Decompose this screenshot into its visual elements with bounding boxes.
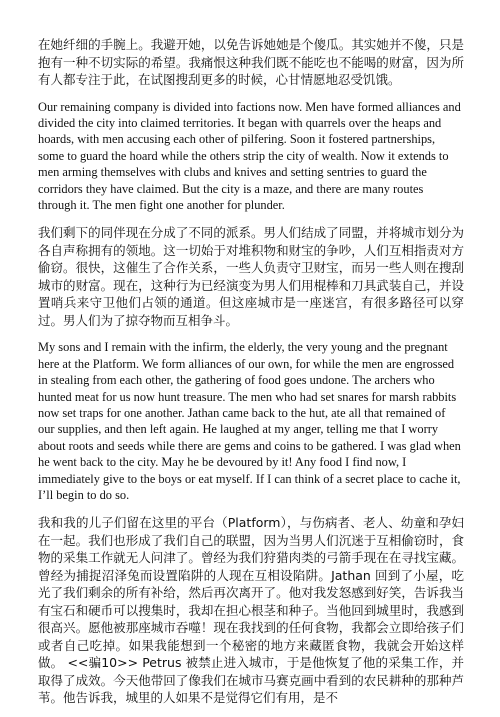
paragraph-zh-2: 我们剩下的同伴现在分成了不同的派系。男人们结成了同盟，并将城市划分为各自声称拥有的领地。这一切始于对堆积物和财宝的争吵，人们互相指责对方偷窃。很快，这催生了合作关系，一些人负责守卫财宝，而另一些人则在搜刮城市的财富。现在，这种行为已经演变为男人们用棍棒和刀具武装自己，并设置哨兵来守卫他们占领的通道。但这座城市是一座迷宫，有很多路径可以穿过。男人们为了掠夺物而互相争斗。 [38,225,464,328]
paragraph-en-2: My sons and I remain with the infirm, the elderly, the very young and the pregnant here at the Platform. We form alliances of our own, for while the men are engrossed in stealing from each other, the gathering of food goes undone. The archers who hunted meat for us now hunt treasure. The men who had set snares for marsh rabbits now set traps for one another. Jathan came back to the hut, ate all that remained of our supplies, and then left again. He laughed at my anger, telling me that I worry about roots and seeds while there are gems and coins to be gathered. I was glad when he went back to the city. May he be devoured by it! Any food I find now, I immediately give to the boys or eat myself. If I can think of a secret place to cache it, I’ll begin to do so. [38,340,461,502]
document-page [38,36,464,717]
paragraph-en-1: Our remaining company is divided into factions now. Men have formed alliances and divided the city into claimed territories. It began with quarrels over the heaps and hoards, with men accusing each other of pilfering. Soon it fostered partnerships, some to guard the hoard while the others strip the city of wealth. Now it extends to men arming themselves with clubs and knives and setting sentries to guard the corridors they have claimed. But the city is a maze, and there are many routes through it. The men fight one another for plunder. [38,99,461,212]
paragraph-zh-1: 在她纤细的手腕上。我避开她，以免告诉她她是个傻瓜。其实她并不傻，只是抱有一种不切实际的希望。我痛恨这种我们既不能吃也不能喝的财富，因为所有人都专注于此，在试图搜刮更多的时候，心甘情愿地忍受饥饿。 [38,37,464,87]
paragraph-zh-3: 我和我的儿子们留在这里的平台（Platform），与伤病者、老人、幼童和孕妇在一起。我们也形成了我们自己的联盟，因为当男人们沉迷于互相偷窃时，食物的采集工作就无人问津了。曾经为我们狩猎肉类的弓箭手现在在寻找宝藏。曾经为捕捉沼泽兔而设置陷阱的人现在互相设陷阱。Jathan 回到了小屋，吃光了我们剩余的所有补给，然后再次离开了。他对我发怒感到好笑，告诉我当有宝石和硬币可以搜集时，我却在担心根茎和种子。当他回到城里时，我感到很高兴。愿他被那座城市吞噬！现在我找到的任何食物，我都会立即给孩子们或者自己吃掉。如果我能想到一个秘密的地方来藏匿食物，我就会开始这样做。 <<骗10>> Petrus 被禁止进入城市，于是他恢复了他的采集工作，并取得了成效。今天他带回了像我们在城市马赛克画中看到的农民耕种的那种芦苇。他告诉我，城里的人如果不是觉得它们有用，是不 [38,515,464,706]
